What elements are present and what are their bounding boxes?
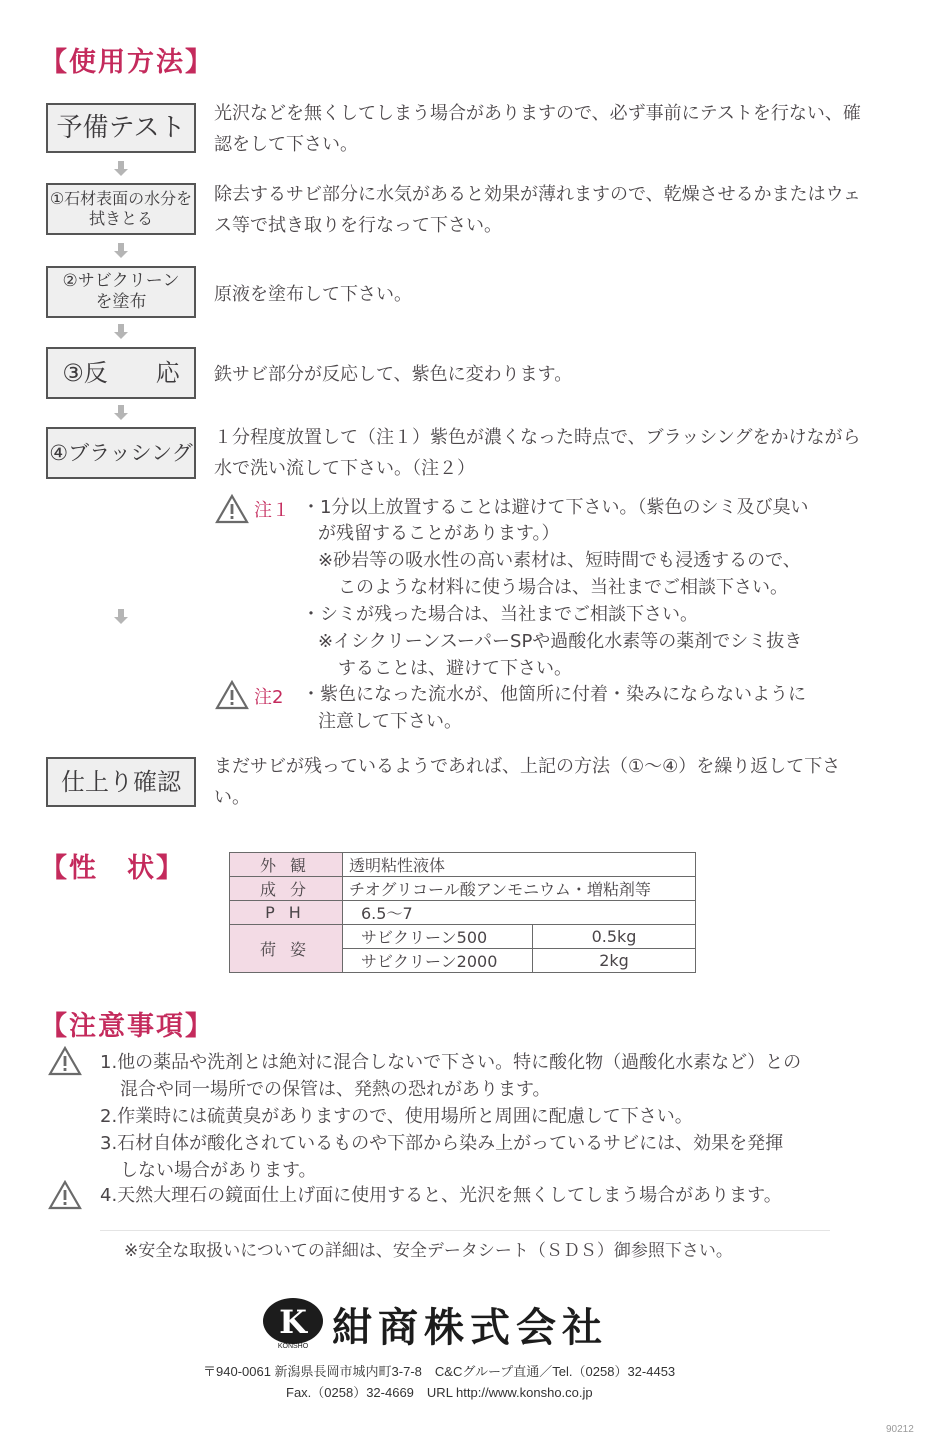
table-row — [230, 901, 696, 925]
property-key: 荷姿 — [230, 925, 343, 973]
table-row — [230, 925, 696, 949]
step-brush-label: ④ブラッシング — [49, 440, 193, 465]
step-wipe-label-1: ①石材表面の水分を — [49, 189, 193, 208]
note1-line: することは、避けて下さい。 — [338, 658, 572, 679]
property-value: チオグリコール酸アンモニウム・増粘剤等 — [343, 877, 696, 901]
property-value: 透明粘性液体 — [343, 853, 696, 877]
logo-letter: K — [279, 1303, 307, 1341]
package-size: 2kg — [533, 949, 696, 973]
note1-line: ※イシクリーンスーパーSPや過酸化水素等の薬剤でシミ抜き — [318, 631, 803, 652]
property-key: 外観 — [230, 853, 343, 877]
arrow-down-icon — [114, 243, 128, 259]
step-brush-box — [46, 427, 196, 479]
property-key: 成分 — [230, 877, 343, 901]
property-value: 6.5〜7 — [343, 901, 696, 925]
step-apply-desc: 原液を塗布して下さい。 — [214, 284, 412, 305]
package-name: サビクリーン2000 — [343, 949, 533, 973]
step-react-desc: 鉄サビ部分が反応して、紫色に変わります。 — [214, 364, 573, 385]
note1-line: ※砂岩等の吸水性の高い素材は、短時間でも浸透するので、 — [318, 550, 801, 571]
warning-triangle-icon — [215, 680, 249, 710]
step-test-desc: 光沢などを無くしてしまう場合がありますので、必ず事前にテストを行ない、確認をして下さい。 — [214, 103, 861, 155]
caution-item: 3.石材自体が酸化されているものや下部から染み上がっているサビには、効果を発揮 — [100, 1133, 784, 1154]
divider — [100, 1230, 830, 1231]
company-name: 紺商株式会社 — [332, 1304, 608, 1351]
company-fax-url: Fax.（0258）32-4669 URL http://www.konsho.co.jp — [286, 1385, 593, 1400]
arrow-down-icon — [114, 324, 128, 340]
step-wipe-desc: 除去するサビ部分に水気があると効果が薄れますので、乾燥させるかまたはウェス等で拭き取りを行なって下さい。 — [214, 184, 861, 236]
step-brush-desc: １分程度放置して（注１）紫色が濃くなった時点で、ブラッシングをかけながら水で洗い流して下さい。（注２） — [214, 427, 861, 479]
note2-label: 注2 — [254, 687, 284, 708]
step-react-box — [46, 347, 196, 399]
logo-sub: KONSHO — [277, 1343, 309, 1349]
step-wipe-label-2: 拭きとる — [88, 209, 153, 228]
table-row — [230, 877, 696, 901]
arrow-down-icon — [114, 609, 128, 625]
note1-line: ・1分以上放置することは避けて下さい。（紫色のシミ及び臭い — [302, 497, 809, 518]
package-name: サビクリーン500 — [343, 925, 533, 949]
step-wipe-box — [46, 183, 196, 235]
konsho-logo-icon — [262, 1297, 324, 1349]
note1-line: ・シミが残った場合は、当社までご相談下さい。 — [302, 604, 698, 625]
note2-line: ・紫色になった流水が、他箇所に付着・染みにならないように — [302, 684, 806, 705]
note2-line: 注意して下さい。 — [318, 711, 462, 732]
caution-item: 2.作業時には硫黄臭がありますので、使用場所と周囲に配慮して下さい。 — [100, 1106, 693, 1127]
caution-item: 混合や同一場所での保管は、発熱の恐れがあります。 — [120, 1079, 551, 1100]
caution-item: しない場合があります。 — [120, 1160, 317, 1181]
property-key: PH — [230, 901, 343, 925]
arrow-down-icon — [114, 161, 128, 177]
company-logo — [262, 1297, 324, 1349]
warning-triangle-icon — [48, 1180, 82, 1210]
warning-triangle-icon — [215, 494, 249, 524]
note1-label: 注１ — [254, 500, 290, 521]
step-react-label: ③反 応 — [62, 359, 180, 387]
caution-item: 1.他の薬品や洗剤とは絶対に混合しないで下さい。特に酸化物（過酸化水素など）との — [100, 1052, 802, 1073]
step-test-label: 予備テスト — [56, 112, 186, 143]
note1-line: このような材料に使う場合は、当社までご相談下さい。 — [338, 577, 788, 598]
properties-table — [229, 852, 696, 973]
company-address: 〒940-0061 新潟県長岡市城内町3-7-8 C&Cグループ直通／Tel.（0258）32-4453 — [203, 1364, 676, 1379]
usage-title: 【使用方法】 — [40, 47, 214, 78]
step-apply-label-2: を塗布 — [95, 292, 147, 312]
step-finish-label: 仕上り確認 — [61, 768, 181, 796]
step-apply-box — [46, 266, 196, 318]
step-test-box — [46, 103, 196, 153]
properties-title: 【性 状】 — [40, 853, 185, 884]
warning-triangle-icon — [48, 1046, 82, 1076]
step-finish-desc: まだサビが残っているようであれば、上記の方法（①〜④）を繰り返して下さい。 — [214, 756, 841, 808]
cautions-title: 【注意事項】 — [40, 1011, 214, 1042]
step-finish-box — [46, 757, 196, 807]
table-row — [230, 853, 696, 877]
note1-line: が残留することがあります。） — [318, 523, 560, 544]
document-code: 90212 — [886, 1424, 914, 1435]
caution-item: 4.天然大理石の鏡面仕上げ面に使用すると、光沢を無くしてしまう場合があります。 — [100, 1185, 782, 1206]
arrow-down-icon — [114, 405, 128, 421]
package-size: 0.5kg — [533, 925, 696, 949]
step-apply-label-1: ②サビクリーン — [62, 270, 180, 291]
sds-note: ※安全な取扱いについての詳細は、安全データシート（ＳＤＳ）御参照下さい。 — [124, 1241, 733, 1261]
